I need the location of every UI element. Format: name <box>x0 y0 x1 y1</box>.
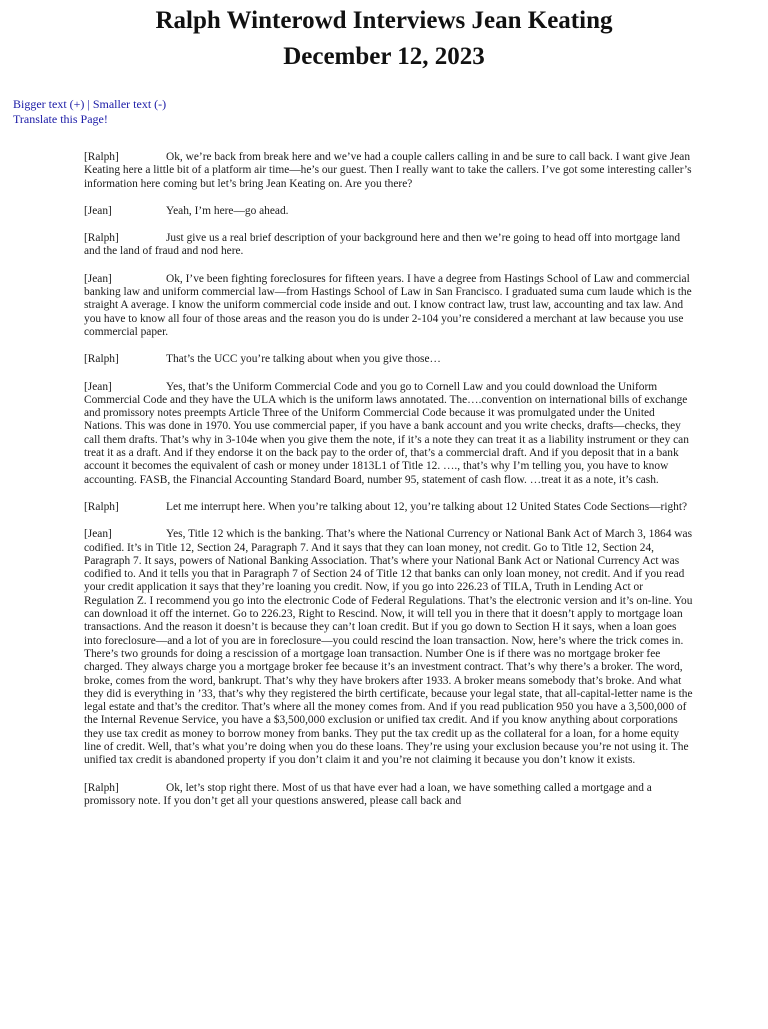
transcript-paragraph <box>84 273 694 339</box>
speech-text: Yes, that’s the Uniform Commercial Code and you go to Cornell Law and you could download the Uniform Commercial Code and they have the ULA which is the uniform laws annotated. The….convention on international bills of exchange and promissory notes preempts Article Three of the Uniform Commercial Code because it was promulgated under the United Nations. This was done in 1970. You use commercial paper, if you have a bank account and you write checks, drafts—checks, they call them drafts. That’s why in 3-104e when you give them the note, if it’s a note they can treat it as a liability instrument or they can treat it as a draft. And if they endorse it on the back pay to the order of, that’s a commercial draft. And if you deposit that in a bank account it becomes the equivalent of cash or money under 1813L1 of Title 12. …., that’s why I’m telling you, you have to know accounting. FASB, the Financial Accounting Standard Board, number 95, statement of cash flow. …treat it as a note, it’s cash. <box>84 380 689 486</box>
bigger-text-link[interactable]: Bigger text (+) <box>13 97 85 111</box>
page-title: Ralph Winterowd Interviews Jean Keating <box>155 7 613 34</box>
transcript <box>84 151 694 822</box>
text-controls <box>13 97 166 127</box>
page-header <box>0 5 768 72</box>
speech-text: Let me interrupt here. When you’re talking about 12, you’re talking about 12 United States Code Sections—right? <box>166 500 688 513</box>
transcript-paragraph <box>84 528 694 767</box>
transcript-paragraph <box>84 782 694 809</box>
speaker-label: [Jean] <box>84 528 112 541</box>
speech-text: Ok, let’s stop right there. Most of us that have ever had a loan, we have something called a mortgage and a promissory note. If you don’t get all your questions answered, please call back and <box>84 781 652 807</box>
transcript-paragraph <box>84 381 694 487</box>
speaker-label: [Ralph] <box>84 353 119 366</box>
page-date: December 12, 2023 <box>283 43 485 70</box>
transcript-paragraph <box>84 205 694 218</box>
transcript-paragraph <box>84 501 694 514</box>
speech-text: Just give us a real brief description of your background here and then we’re going to head off into mortgage land and the land of fraud and nod here. <box>84 232 681 258</box>
speaker-label: [Jean] <box>84 204 112 217</box>
controls-separator: | <box>87 97 90 111</box>
speech-text: Yeah, I’m here—go ahead. <box>166 204 289 217</box>
transcript-paragraph <box>84 353 694 366</box>
speaker-label: [Ralph] <box>84 781 119 794</box>
smaller-text-link[interactable]: Smaller text (-) <box>92 97 167 111</box>
speaker-label: [Ralph] <box>84 500 119 513</box>
transcript-paragraph <box>84 151 694 191</box>
speech-text: That’s the UCC you’re talking about when you give those… <box>166 353 441 366</box>
speech-text: Yes, Title 12 which is the banking. That’s where the National Currency or National Bank Act of March 3, 1864 was codified. It’s in Title 12, Section 24, Paragraph 7. And it says that they can loan money, not credit. Go to Title 12, Section 24, Paragraph 7. It says, powers of National Banking Association. That’s where your National Bank Act or National Currency Act was codified to. And it tells you that in Paragraph 7 of Section 24 of Title 12 that banks can only loan money, not credit. And if you read your credit application it says that they’re loaning you credit. Now, if you go into 226.23 of TILA, Truth in Lending Act or Regulation Z. I recommend you go into the electronic Code of Federal Regulations. That’s the electronic version and it’s on-line. You can download it off the internet. Go to 226.23, Right to Rescind. Now, it will tell you in there that it doesn’t apply to mortgage loan transactions. And the reason it doesn’t is because they can’t loan credit. But if you go down to Section H it says, when a loan goes into foreclosure—and a lot of you are in foreclosure—you could rescind the loan transaction. Now, here’s where the trick comes in. There’s two grounds for doing a rescission of a mortgage loan transaction. Number One is if there was no mortgage broker fee charged. They always charge you a mortgage broker fee because it’s an investment contract. That’s why there’s a broker. The word, broke, comes from the word, bankrupt. That’s why they have brokers after 1933. A broker means somebody that’s broke. And what they did is everything in ’33, that’s why they registered the birth certificate, because your legal state, that all-capital-letter name is the legal estate and that’s the creditor. That’s where all the money comes from. And if you read publication 950 you have a 3,500,000 of the Internal Revenue Service, you have a $3,500,000 exclusion or unified tax credit. And if you know anything about corporations they use tax credit as money to borrow money from banks. They put the tax credit up as the collateral for a loan, for a home equity line of credit. Well, that’s what you’re doing when you do these loans. They’re using your exclusion because you’re not using it. The unified tax credit is abandoned property if you don’t claim it and you’re not claiming it because you don’t know it exists. <box>84 528 693 767</box>
translate-page-link[interactable]: Translate this Page! <box>13 112 108 126</box>
speaker-label: [Jean] <box>84 380 112 393</box>
speaker-label: [Ralph] <box>84 232 119 245</box>
speaker-label: [Jean] <box>84 272 112 285</box>
transcript-paragraph <box>84 232 694 259</box>
speech-text: Ok, we’re back from break here and we’ve had a couple callers calling in and be sure to call back. I want give Jean Keating here a little bit of a platform air time—he’s our guest. Then I really want to take the callers. I’ve got some interesting caller’s information here coming but let’s bring Jean Keating on. Are you there? <box>84 151 692 190</box>
speaker-label: [Ralph] <box>84 151 119 163</box>
speech-text: Ok, I’ve been fighting foreclosures for fifteen years. I have a degree from Hastings School of Law and commercial banking law and uniform commercial law—from Hastings School of Law in San Francisco. I graduated suma cum laude which is the straight A average. I know the uniform commercial code inside and out. I know contract law, trust law, accounting and tax law. And you have to know all four of those areas and the reason you do is under 2-104 you’re considered a merchant at law because you use commercial paper. <box>84 272 692 338</box>
